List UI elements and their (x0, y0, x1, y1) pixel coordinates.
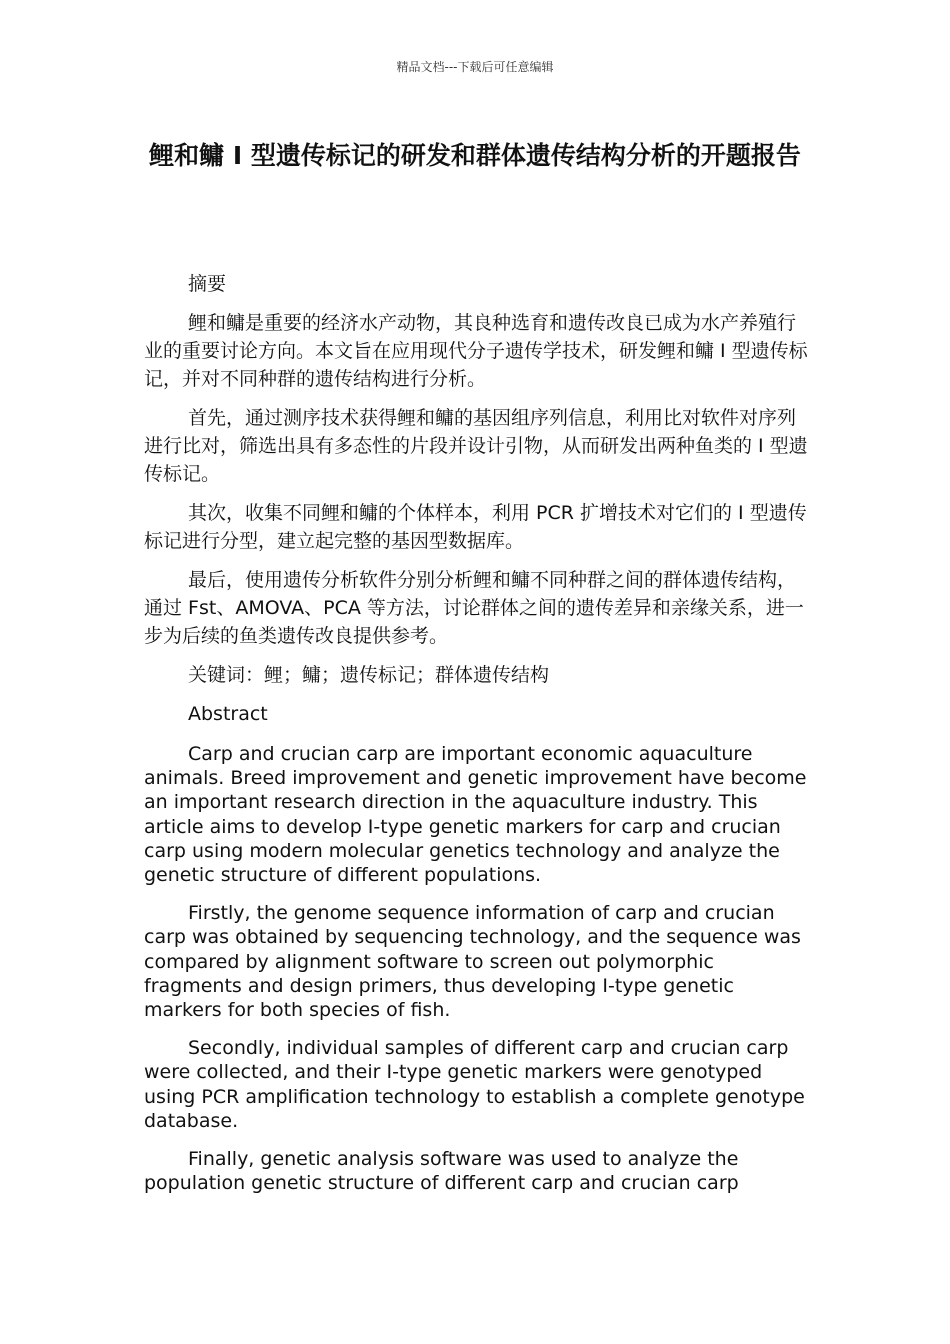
abstract-cn-paragraph-3: 其次，收集不同鲤和鳙的个体样本，利用 PCR 扩增技术对它们的 I 型遗传标记进行分型，建立起完整的基因型数据库。 (144, 502, 807, 552)
document-title: 鲤和鳙 I 型遗传标记的研发和群体遗传结构分析的开题报告 (149, 141, 801, 170)
abstract-cn-paragraph-2: 首先，通过测序技术获得鲤和鳙的基因组序列信息，利用比对软件对序列进行比对，筛选出具有多态性的片段并设计引物，从而研发出两种鱼类的 I 型遗传标记。 (144, 407, 808, 485)
abstract-en-paragraph-1: Carp and crucian carp are important economic aquaculture animals. Breed improvement and genetic improvement have become an important research direction in the aquaculture industry. This article aims to develop I-type genetic markers for carp and crucian carp using modern molecular genetics technology and analyze the genetic structure of different populations. (144, 743, 807, 887)
abstract-en-paragraph-3: Secondly, individual samples of different carp and crucian carp were collected, and their I-type genetic markers were genotyped using PCR amplification technology to establish a complete genotype database. (144, 1037, 805, 1132)
keywords: 关键词：鲤；鳙；遗传标记；群体遗传结构 (188, 664, 550, 686)
abstract-en-heading: Abstract (188, 703, 268, 725)
abstract-cn-paragraph-1: 鲤和鳙是重要的经济水产动物，其良种选育和遗传改良已成为水产养殖行业的重要讨论方向。本文旨在应用现代分子遗传学技术，研发鲤和鳙 I 型遗传标记，并对不同种群的遗传结构进行分析。 (144, 312, 808, 390)
document-body (144, 270, 810, 1195)
abstract-cn-paragraph-4: 最后，使用遗传分析软件分别分析鲤和鳙不同种群之间的群体遗传结构，通过 Fst、AMOVA、PCA 等方法，讨论群体之间的遗传差异和亲缘关系，进一步为后续的鱼类遗传改良提供参考。 (144, 569, 804, 647)
abstract-en-paragraph-2: Firstly, the genome sequence information of carp and crucian carp was obtained by sequencing technology, and the sequence was compared by alignment software to screen out polymorphic fragments and design primers, thus developing I-type genetic markers for both species of fish. (144, 902, 801, 1022)
abstract-cn-heading: 摘要 (188, 273, 227, 295)
header-note: 精品文档---下载后可任意编辑 (396, 60, 554, 74)
abstract-en-paragraph-4: Finally, genetic analysis software was used to analyze the population genetic structure of different carp and crucian carp (144, 1148, 739, 1195)
